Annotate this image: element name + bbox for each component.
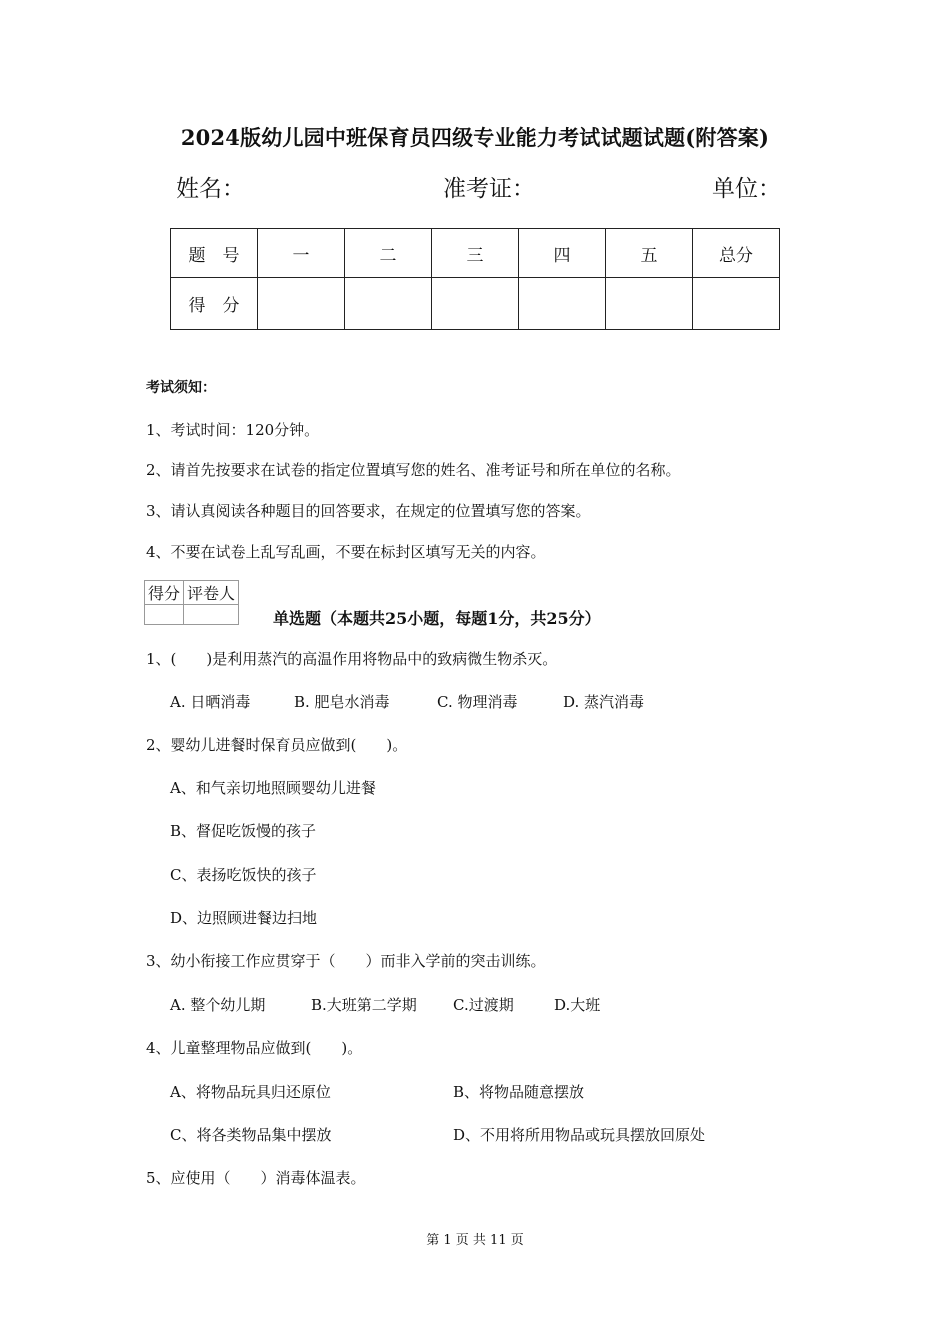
score-table-header-cell: 二 [345,229,432,278]
answer-option: B、督促吃饭慢的孩子 [170,822,317,840]
exam-id-field-label: 准考证： [443,176,535,202]
answer-option: C. 物理消毒 [437,693,518,711]
notice-item: 2、请首先按要求在试卷的指定位置填写您的姓名、准考证号和所在单位的名称。 [146,461,681,479]
score-cell[interactable] [258,278,345,330]
score-cell[interactable] [519,278,606,330]
score-table-header-cell: 总分 [693,229,780,278]
answer-option: C.过渡期 [453,996,514,1014]
notice-heading: 考试须知： [146,380,216,396]
page-footer: 第 1 页 共 11 页 [426,1233,524,1248]
score-table-header-row [171,229,780,278]
answer-option: C、表扬吃饭快的孩子 [170,866,317,884]
grader-score-cell[interactable] [145,605,184,625]
score-table-header-cell: 一 [258,229,345,278]
score-table-header-cell: 三 [432,229,519,278]
answer-option: C、将各类物品集中摆放 [170,1126,332,1144]
score-cell[interactable] [345,278,432,330]
answer-option: D、边照顾进餐边扫地 [170,909,318,927]
score-row-label: 得 分 [171,278,258,330]
answer-option: B.大班第二学期 [311,996,417,1014]
answer-option: A、和气亲切地照顾婴幼儿进餐 [170,779,376,797]
answer-option: D.大班 [554,996,601,1014]
question-stem: 3、幼小衔接工作应贯穿于（ ）而非入学前的突击训练。 [146,952,546,970]
grader-score-label: 得分 [145,581,184,605]
name-field-label: 姓名： [176,176,245,202]
grader-reviewer-label: 评卷人 [184,581,239,605]
notice-item: 3、请认真阅读各种题目的回答要求，在规定的位置填写您的答案。 [146,502,591,520]
question-stem: 2、婴幼儿进餐时保育员应做到( )。 [146,736,408,754]
document-title: 2024版幼儿园中班保育员四级专业能力考试试题试题(附答案) [180,125,770,150]
notice-item: 1、考试时间：120分钟。 [146,421,320,439]
answer-option: A. 日晒消毒 [170,693,251,711]
score-table [170,228,780,330]
section-title: 单选题（本题共25小题，每题1分，共25分） [273,609,601,628]
answer-option: D. 蒸汽消毒 [563,693,645,711]
score-table-header-cell: 四 [519,229,606,278]
question-stem: 4、儿童整理物品应做到( )。 [146,1039,363,1057]
question-stem: 5、应使用（ ）消毒体温表。 [146,1169,366,1187]
score-table-header-cell: 五 [606,229,693,278]
grader-box [144,580,239,625]
answer-option: A. 整个幼儿期 [170,996,266,1014]
score-cell[interactable] [432,278,519,330]
score-table-score-row [171,278,780,330]
unit-field-label: 单位： [712,176,781,202]
answer-option: B、将物品随意摆放 [453,1083,585,1101]
score-table-header-cell: 题 号 [171,229,258,278]
answer-option: B. 肥皂水消毒 [294,693,390,711]
score-cell[interactable] [606,278,693,330]
answer-option: A、将物品玩具归还原位 [170,1083,331,1101]
notice-item: 4、不要在试卷上乱写乱画，不要在标封区填写无关的内容。 [146,543,546,561]
answer-option: D、不用将所用物品或玩具摆放回原处 [453,1126,706,1144]
score-cell[interactable] [693,278,780,330]
grader-reviewer-cell[interactable] [184,605,239,625]
question-stem: 1、( )是利用蒸汽的高温作用将物品中的致病微生物杀灭。 [146,650,558,668]
